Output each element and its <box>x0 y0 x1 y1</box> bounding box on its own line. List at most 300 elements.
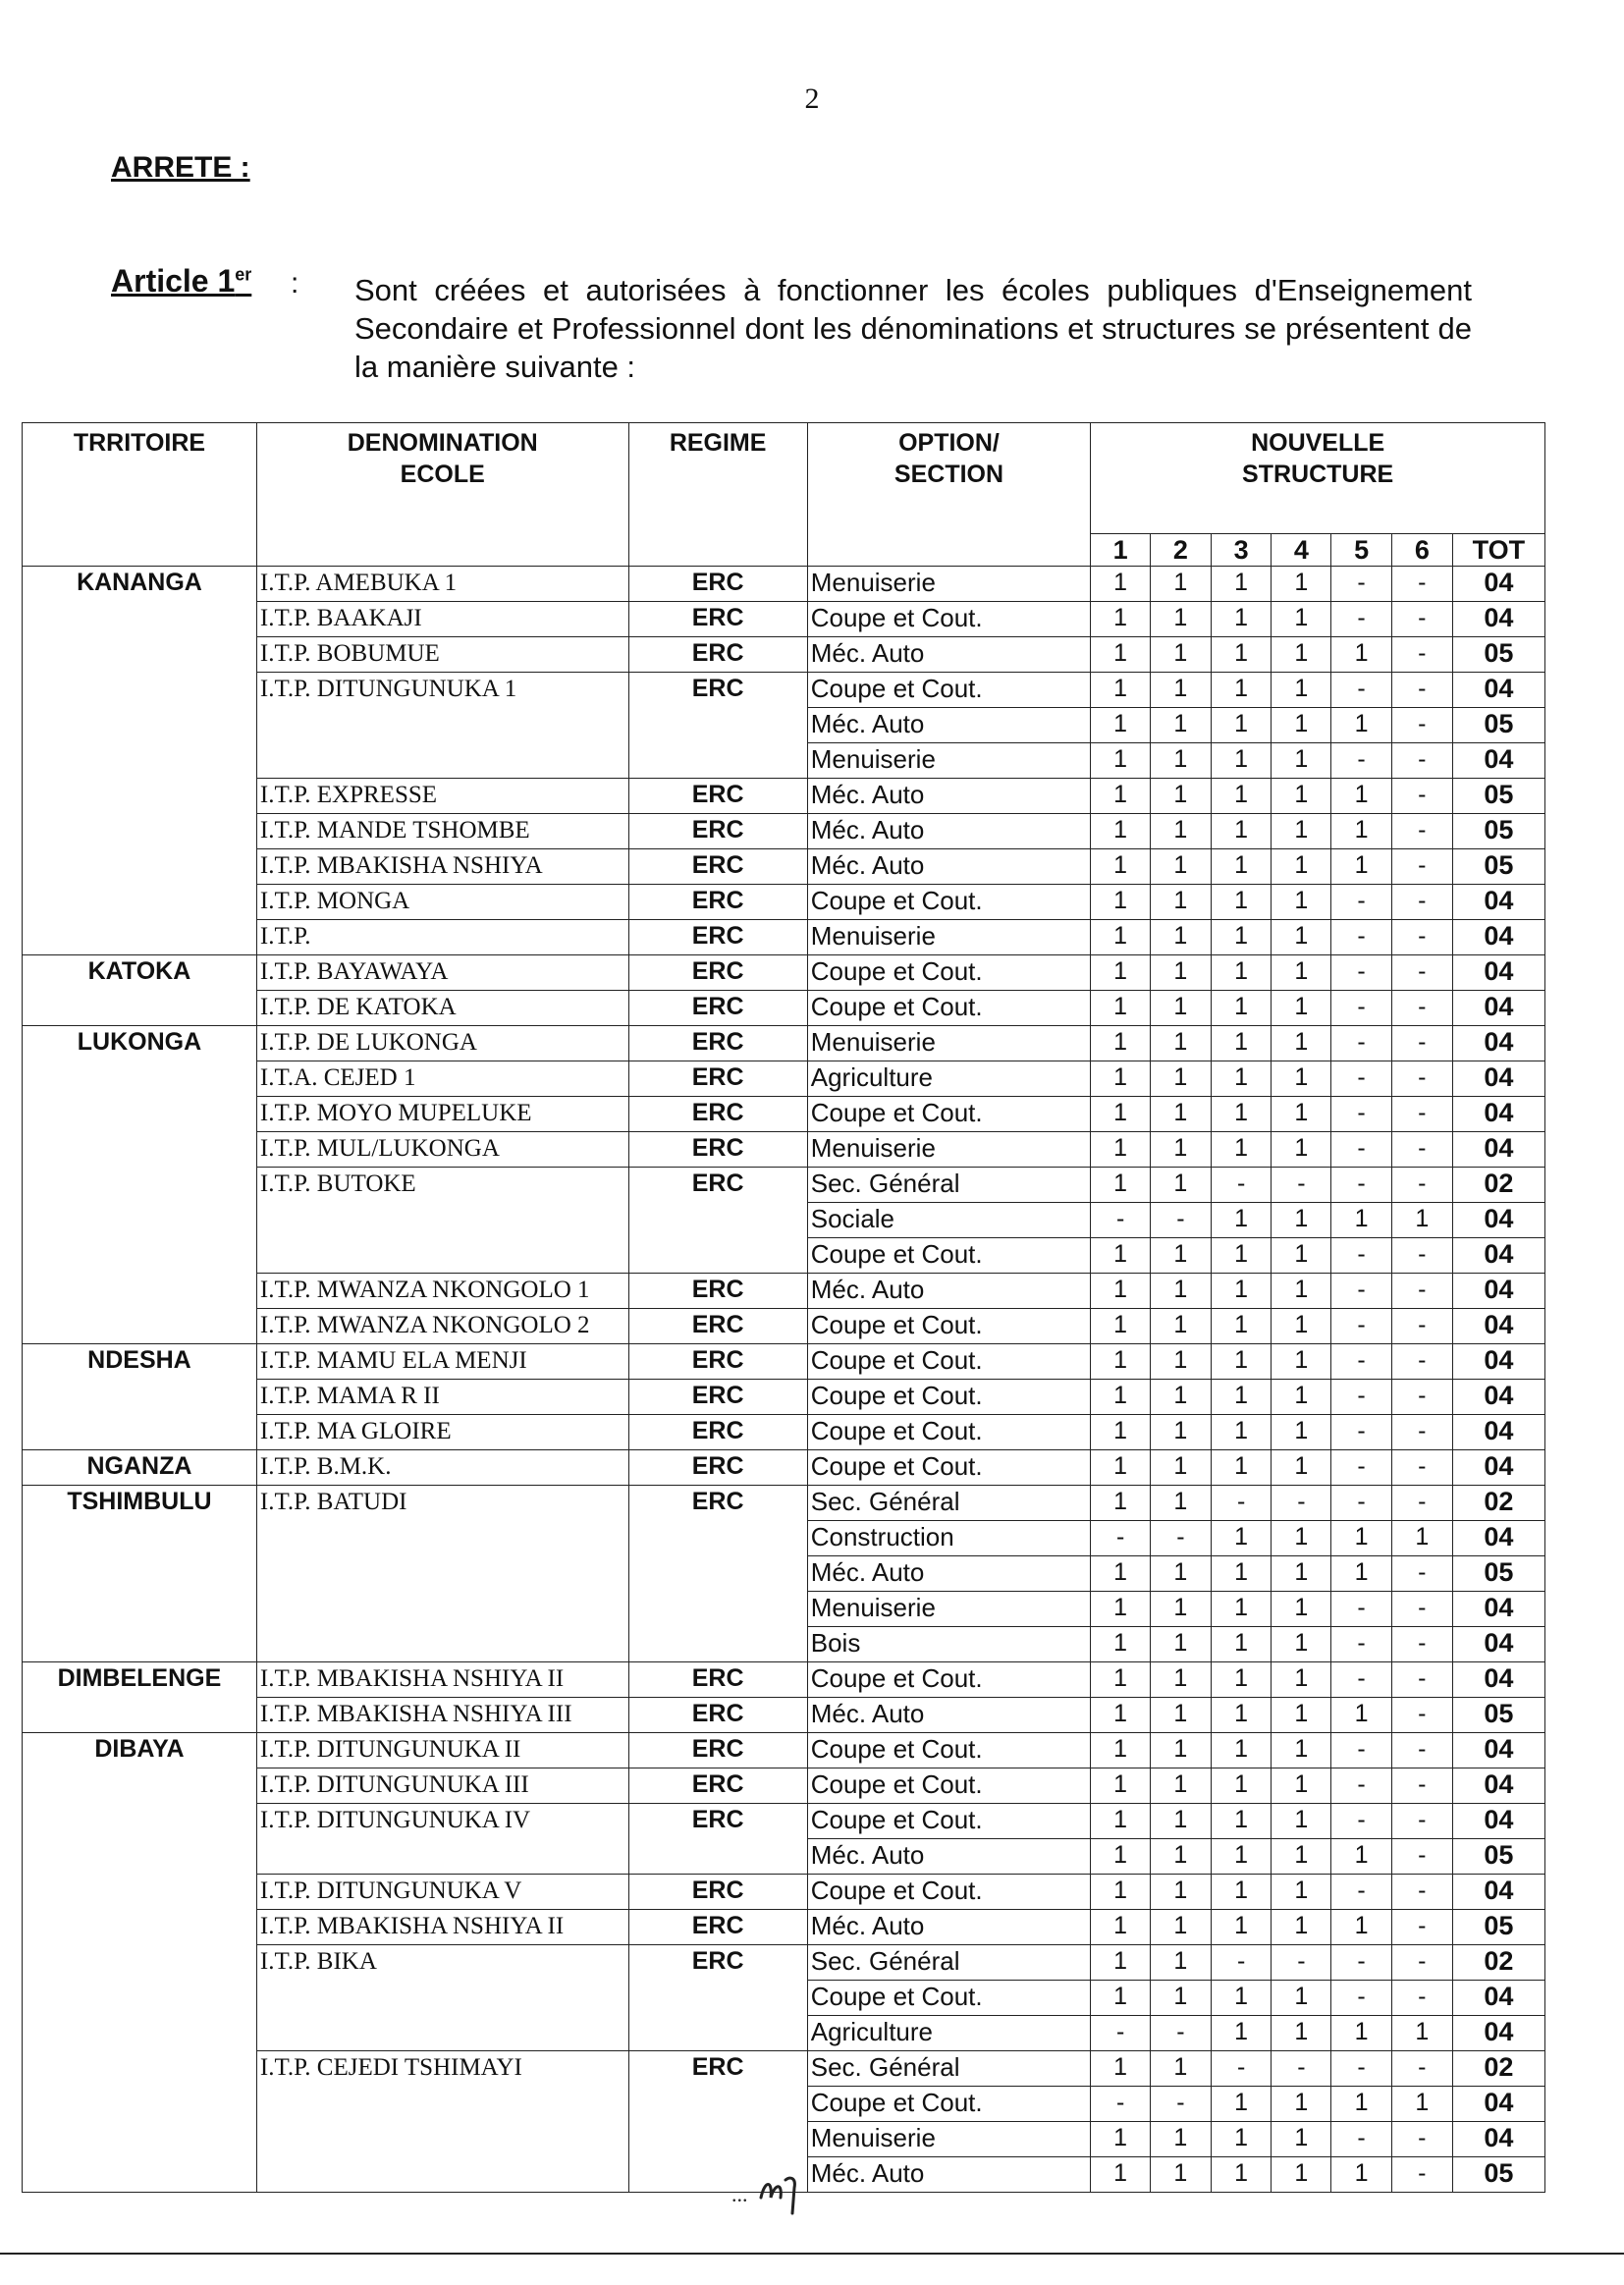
article-text: Sont créées et autorisées à fonctionner les écoles publiques d'Enseignement Secondaire et Professionnel dont les dénominations et structures se présentent de la manière suivante : <box>354 273 1472 384</box>
structure-cell-4: 1 <box>1272 1203 1331 1238</box>
table-row <box>23 1344 1545 1380</box>
structure-cell-6: - <box>1391 955 1452 991</box>
school-name-cell: I.T.P. BAAKAJI <box>256 602 628 637</box>
total-cell: 04 <box>1452 1768 1544 1804</box>
total-cell: 04 <box>1452 673 1544 708</box>
option-cell: Coupe et Cout. <box>807 1097 1091 1132</box>
structure-cell-5: - <box>1331 2051 1392 2087</box>
option-cell: Coupe et Cout. <box>807 1875 1091 1910</box>
structure-cell-4: 1 <box>1272 1556 1331 1592</box>
option-cell: Méc. Auto <box>807 708 1091 743</box>
structure-cell-3: 1 <box>1211 2122 1272 2157</box>
option-cell: Coupe et Cout. <box>807 1662 1091 1698</box>
regime-cell: ERC <box>628 991 807 1026</box>
structure-cell-6: 1 <box>1391 1203 1452 1238</box>
structure-cell-5: - <box>1331 1168 1392 1203</box>
regime-cell: ERC <box>628 637 807 673</box>
option-cell: Méc. Auto <box>807 637 1091 673</box>
structure-cell-4: 1 <box>1272 637 1331 673</box>
structure-cell-2: - <box>1150 1521 1211 1556</box>
structure-cell-3: 1 <box>1211 1097 1272 1132</box>
structure-cell-1: 1 <box>1091 673 1151 708</box>
structure-cell-2: 1 <box>1150 1026 1211 1061</box>
total-cell: 02 <box>1452 2051 1544 2087</box>
structure-cell-3: 1 <box>1211 2016 1272 2051</box>
structure-cell-3: 1 <box>1211 1344 1272 1380</box>
regime-cell: ERC <box>628 885 807 920</box>
school-name-cell: I.T.A. CEJED 1 <box>256 1061 628 1097</box>
structure-cell-2: 1 <box>1150 1450 1211 1486</box>
structure-cell-3: 1 <box>1211 1627 1272 1662</box>
header-denomination: DENOMINATION ECOLE <box>256 423 628 567</box>
structure-cell-3: - <box>1211 1945 1272 1981</box>
total-cell: 02 <box>1452 1168 1544 1203</box>
structure-cell-6: - <box>1391 1486 1452 1521</box>
structure-cell-4: - <box>1272 1168 1331 1203</box>
total-cell: 04 <box>1452 1026 1544 1061</box>
structure-cell-2: 1 <box>1150 1839 1211 1875</box>
structure-cell-5: - <box>1331 1238 1392 1274</box>
total-cell: 04 <box>1452 1450 1544 1486</box>
structure-cell-1: 1 <box>1091 708 1151 743</box>
structure-cell-6: - <box>1391 1662 1452 1698</box>
regime-cell: ERC <box>628 1061 807 1097</box>
structure-cell-4: - <box>1272 1486 1331 1521</box>
structure-cell-2: 1 <box>1150 1875 1211 1910</box>
structure-cell-4: 1 <box>1272 1415 1331 1450</box>
structure-cell-3: 1 <box>1211 1309 1272 1344</box>
regime-cell: ERC <box>628 1733 807 1768</box>
structure-cell-2: 1 <box>1150 602 1211 637</box>
structure-cell-6: 1 <box>1391 1521 1452 1556</box>
structure-cell-2: 1 <box>1150 885 1211 920</box>
structure-cell-5: 1 <box>1331 1521 1392 1556</box>
structure-cell-2: 1 <box>1150 1945 1211 1981</box>
structure-cell-2: 1 <box>1150 1804 1211 1839</box>
header-regime: REGIME <box>628 423 807 567</box>
territory-cell: NGANZA <box>23 1450 257 1486</box>
total-cell: 05 <box>1452 779 1544 814</box>
table-row <box>23 955 1545 991</box>
article-colon: : <box>291 267 299 299</box>
structure-cell-2: 1 <box>1150 779 1211 814</box>
structure-cell-4: 1 <box>1272 1698 1331 1733</box>
total-cell: 04 <box>1452 1309 1544 1344</box>
structure-cell-5: - <box>1331 1592 1392 1627</box>
structure-cell-4: 1 <box>1272 2157 1331 2193</box>
total-cell: 04 <box>1452 885 1544 920</box>
regime-cell: ERC <box>628 849 807 885</box>
option-cell: Méc. Auto <box>807 814 1091 849</box>
structure-cell-5: 1 <box>1331 849 1392 885</box>
structure-cell-4: 1 <box>1272 673 1331 708</box>
structure-cell-1: 1 <box>1091 567 1151 602</box>
regime-cell: ERC <box>628 1309 807 1344</box>
structure-cell-4: 1 <box>1272 708 1331 743</box>
structure-cell-4: 1 <box>1272 2122 1331 2157</box>
structure-cell-1: 1 <box>1091 602 1151 637</box>
structure-cell-3: 1 <box>1211 2157 1272 2193</box>
structure-cell-2: 1 <box>1150 1344 1211 1380</box>
structure-cell-6: - <box>1391 1450 1452 1486</box>
regime-cell: ERC <box>628 602 807 637</box>
structure-cell-4: 1 <box>1272 567 1331 602</box>
structure-cell-6: - <box>1391 920 1452 955</box>
structure-cell-2: 1 <box>1150 673 1211 708</box>
school-name-cell: I.T.P. MBAKISHA NSHIYA <box>256 849 628 885</box>
total-cell: 04 <box>1452 1203 1544 1238</box>
school-name-cell: I.T.P. DITUNGUNUKA III <box>256 1768 628 1804</box>
structure-cell-5: - <box>1331 1026 1392 1061</box>
option-cell: Menuiserie <box>807 2122 1091 2157</box>
structure-cell-5: - <box>1331 1380 1392 1415</box>
structure-cell-3: 1 <box>1211 920 1272 955</box>
structure-cell-2: 1 <box>1150 1698 1211 1733</box>
option-cell: Coupe et Cout. <box>807 1768 1091 1804</box>
total-cell: 04 <box>1452 1592 1544 1627</box>
structure-cell-4: 1 <box>1272 1804 1331 1839</box>
total-cell: 04 <box>1452 1274 1544 1309</box>
structure-cell-3: 1 <box>1211 1132 1272 1168</box>
total-cell: 04 <box>1452 1344 1544 1380</box>
structure-cell-5: 1 <box>1331 2087 1392 2122</box>
header-col-tot: TOT <box>1452 534 1544 567</box>
structure-cell-4: 1 <box>1272 1910 1331 1945</box>
structure-cell-3: 1 <box>1211 602 1272 637</box>
regime-cell: ERC <box>628 2051 807 2193</box>
structure-cell-5: 1 <box>1331 2157 1392 2193</box>
total-cell: 02 <box>1452 1945 1544 1981</box>
structure-cell-1: 1 <box>1091 1380 1151 1415</box>
structure-cell-3: 1 <box>1211 1981 1272 2016</box>
structure-cell-3: 1 <box>1211 1733 1272 1768</box>
structure-cell-1: 1 <box>1091 1450 1151 1486</box>
option-cell: Menuiserie <box>807 1132 1091 1168</box>
structure-cell-1: 1 <box>1091 1274 1151 1309</box>
school-name-cell: I.T.P. MAMA R II <box>256 1380 628 1415</box>
structure-cell-2: 1 <box>1150 1238 1211 1274</box>
regime-cell: ERC <box>628 1698 807 1733</box>
total-cell: 04 <box>1452 1380 1544 1415</box>
structure-cell-4: 1 <box>1272 1344 1331 1380</box>
total-cell: 05 <box>1452 637 1544 673</box>
structure-cell-6: - <box>1391 1733 1452 1768</box>
structure-cell-6: - <box>1391 1132 1452 1168</box>
structure-cell-1: 1 <box>1091 637 1151 673</box>
structure-cell-5: - <box>1331 955 1392 991</box>
structure-cell-4: 1 <box>1272 2016 1331 2051</box>
option-cell: Bois <box>807 1627 1091 1662</box>
regime-cell: ERC <box>628 1168 807 1274</box>
structure-cell-2: 1 <box>1150 814 1211 849</box>
option-cell: Coupe et Cout. <box>807 1415 1091 1450</box>
option-cell: Méc. Auto <box>807 1698 1091 1733</box>
structure-cell-1: 1 <box>1091 1309 1151 1344</box>
option-cell: Coupe et Cout. <box>807 1309 1091 1344</box>
total-cell: 04 <box>1452 1733 1544 1768</box>
structure-cell-3: 1 <box>1211 1662 1272 1698</box>
structure-cell-3: 1 <box>1211 814 1272 849</box>
structure-cell-3: 1 <box>1211 955 1272 991</box>
structure-cell-1: 1 <box>1091 885 1151 920</box>
school-name-cell: I.T.P. MUL/LUKONGA <box>256 1132 628 1168</box>
total-cell: 04 <box>1452 2016 1544 2051</box>
structure-cell-3: 1 <box>1211 779 1272 814</box>
regime-cell: ERC <box>628 1380 807 1415</box>
structure-cell-5: 1 <box>1331 1698 1392 1733</box>
option-cell: Sociale <box>807 1203 1091 1238</box>
structure-cell-1: 1 <box>1091 1698 1151 1733</box>
structure-cell-5: - <box>1331 1768 1392 1804</box>
structure-cell-6: - <box>1391 1238 1452 1274</box>
structure-cell-1: 1 <box>1091 1486 1151 1521</box>
regime-cell: ERC <box>628 1415 807 1450</box>
structure-cell-6: - <box>1391 743 1452 779</box>
structure-cell-6: - <box>1391 1627 1452 1662</box>
structure-cell-6: 1 <box>1391 2087 1452 2122</box>
structure-cell-1: 1 <box>1091 779 1151 814</box>
structure-cell-5: - <box>1331 673 1392 708</box>
structure-cell-4: 1 <box>1272 1768 1331 1804</box>
structure-cell-5: - <box>1331 1981 1392 2016</box>
structure-cell-1: 1 <box>1091 743 1151 779</box>
total-cell: 05 <box>1452 708 1544 743</box>
structure-cell-1: 1 <box>1091 1768 1151 1804</box>
structure-cell-1: 1 <box>1091 1627 1151 1662</box>
total-cell: 02 <box>1452 1486 1544 1521</box>
header-col-6: 6 <box>1391 534 1452 567</box>
structure-cell-1: 1 <box>1091 1910 1151 1945</box>
regime-cell: ERC <box>628 1662 807 1698</box>
table-row <box>23 1733 1545 1768</box>
school-name-cell: I.T.P. BAYAWAYA <box>256 955 628 991</box>
structure-cell-1: 1 <box>1091 1344 1151 1380</box>
structure-cell-1: 1 <box>1091 2122 1151 2157</box>
total-cell: 04 <box>1452 1132 1544 1168</box>
school-name-cell: I.T.P. MONGA <box>256 885 628 920</box>
header-col-5: 5 <box>1331 534 1392 567</box>
structure-cell-4: 1 <box>1272 1309 1331 1344</box>
structure-cell-4: 1 <box>1272 1733 1331 1768</box>
school-name-cell: I.T.P. DITUNGUNUKA 1 <box>256 673 628 779</box>
structure-cell-1: - <box>1091 1203 1151 1238</box>
structure-cell-5: - <box>1331 1274 1392 1309</box>
structure-cell-6: - <box>1391 1026 1452 1061</box>
structure-cell-4: 1 <box>1272 1627 1331 1662</box>
structure-cell-3: - <box>1211 1168 1272 1203</box>
structure-cell-1: 1 <box>1091 814 1151 849</box>
structure-cell-6: - <box>1391 991 1452 1026</box>
school-name-cell: I.T.P. <box>256 920 628 955</box>
structure-cell-2: 1 <box>1150 1981 1211 2016</box>
structure-cell-5: 1 <box>1331 708 1392 743</box>
option-cell: Coupe et Cout. <box>807 991 1091 1026</box>
structure-cell-5: - <box>1331 602 1392 637</box>
structure-cell-1: 1 <box>1091 2051 1151 2087</box>
regime-cell: ERC <box>628 1344 807 1380</box>
structure-cell-6: - <box>1391 1097 1452 1132</box>
handwritten-initials-icon <box>731 2158 820 2217</box>
structure-cell-2: 1 <box>1150 991 1211 1026</box>
school-name-cell: I.T.P. MWANZA NKONGOLO 2 <box>256 1309 628 1344</box>
option-cell: Coupe et Cout. <box>807 673 1091 708</box>
structure-cell-6: - <box>1391 2122 1452 2157</box>
structure-cell-2: 1 <box>1150 1556 1211 1592</box>
structure-cell-2: - <box>1150 1203 1211 1238</box>
regime-cell: ERC <box>628 1768 807 1804</box>
structure-cell-4: 1 <box>1272 955 1331 991</box>
territory-cell: LUKONGA <box>23 1026 257 1344</box>
structure-cell-4: 1 <box>1272 920 1331 955</box>
structure-cell-6: - <box>1391 1168 1452 1203</box>
regime-cell: ERC <box>628 1132 807 1168</box>
total-cell: 05 <box>1452 814 1544 849</box>
structure-cell-1: 1 <box>1091 920 1151 955</box>
structure-cell-5: 1 <box>1331 779 1392 814</box>
table-row <box>23 1450 1545 1486</box>
option-cell: Sec. Général <box>807 1486 1091 1521</box>
territory-cell: TSHIMBULU <box>23 1486 257 1662</box>
option-cell: Coupe et Cout. <box>807 1238 1091 1274</box>
structure-cell-5: - <box>1331 1450 1392 1486</box>
structure-cell-2: 1 <box>1150 1415 1211 1450</box>
svg-text:...: ... <box>731 2182 748 2206</box>
structure-cell-3: 1 <box>1211 1061 1272 1097</box>
structure-cell-6: - <box>1391 814 1452 849</box>
structure-cell-3: 1 <box>1211 991 1272 1026</box>
structure-cell-3: 1 <box>1211 1274 1272 1309</box>
total-cell: 05 <box>1452 1839 1544 1875</box>
structure-cell-3: 1 <box>1211 1026 1272 1061</box>
structure-cell-4: - <box>1272 1945 1331 1981</box>
structure-cell-5: 1 <box>1331 1839 1392 1875</box>
structure-cell-2: 1 <box>1150 1061 1211 1097</box>
structure-cell-4: 1 <box>1272 1662 1331 1698</box>
structure-cell-1: 1 <box>1091 1662 1151 1698</box>
regime-cell: ERC <box>628 1945 807 2051</box>
school-name-cell: I.T.P. DE LUKONGA <box>256 1026 628 1061</box>
structure-cell-5: 1 <box>1331 637 1392 673</box>
option-cell: Agriculture <box>807 2016 1091 2051</box>
option-cell: Menuiserie <box>807 920 1091 955</box>
total-cell: 05 <box>1452 1556 1544 1592</box>
school-name-cell: I.T.P. MBAKISHA NSHIYA II <box>256 1662 628 1698</box>
structure-cell-4: 1 <box>1272 1380 1331 1415</box>
structure-cell-3: 1 <box>1211 567 1272 602</box>
article-label-text: Article 1 <box>111 263 236 299</box>
structure-cell-4: 1 <box>1272 885 1331 920</box>
school-name-cell: I.T.P. MAMU ELA MENJI <box>256 1344 628 1380</box>
structure-cell-2: - <box>1150 2087 1211 2122</box>
article-label <box>111 263 251 299</box>
structure-cell-1: 1 <box>1091 1945 1151 1981</box>
regime-cell: ERC <box>628 673 807 779</box>
regime-cell: ERC <box>628 955 807 991</box>
structure-cell-3: 1 <box>1211 1910 1272 1945</box>
structure-cell-2: 1 <box>1150 1097 1211 1132</box>
total-cell: 04 <box>1452 1097 1544 1132</box>
territory-cell: DIBAYA <box>23 1733 257 2193</box>
territory-cell: DIMBELENGE <box>23 1662 257 1733</box>
structure-cell-6: - <box>1391 1910 1452 1945</box>
structure-cell-6: - <box>1391 1309 1452 1344</box>
schools-table <box>22 422 1545 2193</box>
structure-cell-3: 1 <box>1211 673 1272 708</box>
header-col-4: 4 <box>1272 534 1331 567</box>
structure-cell-3: 1 <box>1211 637 1272 673</box>
option-cell: Coupe et Cout. <box>807 885 1091 920</box>
structure-cell-6: - <box>1391 1945 1452 1981</box>
structure-cell-6: - <box>1391 673 1452 708</box>
total-cell: 04 <box>1452 955 1544 991</box>
structure-cell-6: - <box>1391 1698 1452 1733</box>
structure-cell-2: 1 <box>1150 2122 1211 2157</box>
structure-cell-4: 1 <box>1272 1875 1331 1910</box>
structure-cell-2: 1 <box>1150 1768 1211 1804</box>
option-cell: Coupe et Cout. <box>807 1380 1091 1415</box>
total-cell: 05 <box>1452 2157 1544 2193</box>
structure-cell-6: - <box>1391 1415 1452 1450</box>
structure-cell-6: - <box>1391 2051 1452 2087</box>
option-cell: Coupe et Cout. <box>807 1450 1091 1486</box>
structure-cell-4: 1 <box>1272 1839 1331 1875</box>
structure-cell-6: - <box>1391 849 1452 885</box>
structure-cell-6: - <box>1391 637 1452 673</box>
option-cell: Menuiserie <box>807 1592 1091 1627</box>
total-cell: 04 <box>1452 1662 1544 1698</box>
structure-cell-5: - <box>1331 1627 1392 1662</box>
structure-cell-2: 1 <box>1150 849 1211 885</box>
structure-cell-4: 1 <box>1272 1450 1331 1486</box>
structure-cell-3: - <box>1211 1486 1272 1521</box>
regime-cell: ERC <box>628 920 807 955</box>
structure-cell-5: 1 <box>1331 2016 1392 2051</box>
header-territoire: TRRITOIRE <box>23 423 257 567</box>
regime-cell: ERC <box>628 567 807 602</box>
structure-cell-3: 1 <box>1211 2087 1272 2122</box>
option-cell: Sec. Général <box>807 2051 1091 2087</box>
option-cell: Agriculture <box>807 1061 1091 1097</box>
structure-cell-5: - <box>1331 1945 1392 1981</box>
school-name-cell: I.T.P. MBAKISHA NSHIYA II <box>256 1910 628 1945</box>
structure-cell-6: - <box>1391 1768 1452 1804</box>
structure-cell-4: 1 <box>1272 1061 1331 1097</box>
option-cell: Méc. Auto <box>807 779 1091 814</box>
structure-cell-2: 1 <box>1150 637 1211 673</box>
structure-cell-1: 1 <box>1091 1839 1151 1875</box>
regime-cell: ERC <box>628 1804 807 1875</box>
structure-cell-5: - <box>1331 1486 1392 1521</box>
structure-cell-6: - <box>1391 1804 1452 1839</box>
structure-cell-1: - <box>1091 1521 1151 1556</box>
structure-cell-1: 1 <box>1091 1132 1151 1168</box>
total-cell: 04 <box>1452 1521 1544 1556</box>
structure-cell-4: 1 <box>1272 1132 1331 1168</box>
structure-cell-2: 1 <box>1150 1380 1211 1415</box>
structure-cell-1: - <box>1091 2087 1151 2122</box>
structure-cell-6: - <box>1391 1839 1452 1875</box>
structure-cell-5: - <box>1331 1132 1392 1168</box>
school-name-cell: I.T.P. BOBUMUE <box>256 637 628 673</box>
structure-cell-2: 1 <box>1150 1662 1211 1698</box>
structure-cell-2: 1 <box>1150 1309 1211 1344</box>
option-cell: Méc. Auto <box>807 1556 1091 1592</box>
total-cell: 04 <box>1452 2122 1544 2157</box>
structure-cell-4: 1 <box>1272 743 1331 779</box>
footer-rule <box>0 2253 1624 2255</box>
structure-cell-2: 1 <box>1150 1592 1211 1627</box>
option-cell: Méc. Auto <box>807 2157 1091 2193</box>
